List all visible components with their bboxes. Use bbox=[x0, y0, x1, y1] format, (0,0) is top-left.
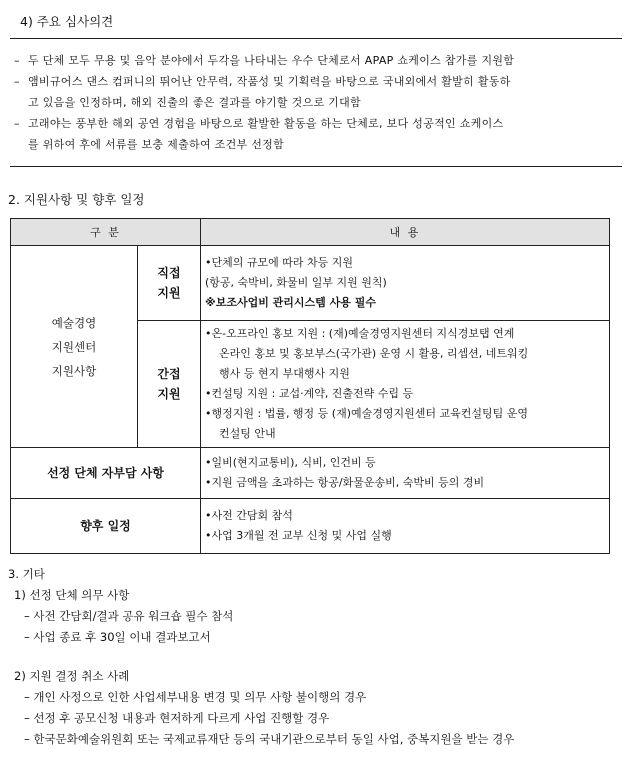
section-title-review: 4) 주요 심사의견 bbox=[20, 14, 114, 29]
content-line: •사전 간담회 참석 bbox=[205, 509, 293, 522]
table-row-schedule bbox=[11, 499, 610, 554]
direct-label: 직접 bbox=[157, 266, 181, 280]
indirect-label-cell bbox=[138, 321, 201, 448]
bullet-line: 두 단체 모두 무용 및 음악 분야에서 두각을 나타내는 우수 단체로서 APAP 쇼케이스 참가를 지원함 bbox=[28, 54, 515, 67]
indirect-label: 간접 bbox=[157, 367, 181, 381]
schedule-content-cell bbox=[201, 499, 610, 554]
divider-bottom bbox=[10, 166, 622, 167]
dash-mark: – bbox=[14, 75, 20, 88]
list-item: – 사전 간담회/결과 공유 워크숍 필수 참석 bbox=[24, 609, 234, 623]
content-line: 행사 등 현지 부대행사 지원 bbox=[219, 367, 350, 380]
subsection-title: 1) 선정 단체 의무 사항 bbox=[14, 588, 130, 602]
indirect-label: 지원 bbox=[157, 387, 181, 401]
review-bullet bbox=[14, 50, 626, 71]
self-pay-content-cell bbox=[201, 448, 610, 499]
direct-label-cell bbox=[138, 246, 201, 321]
review-bullet bbox=[14, 71, 626, 113]
content-line: •지원 금액을 초과하는 항공/화물운송비, 숙박비 등의 경비 bbox=[205, 476, 485, 489]
content-line: •컨설팅 지원 : 교섭·계약, 진출전략 수립 등 bbox=[205, 387, 414, 400]
support-table bbox=[10, 218, 610, 554]
section-title-support: 2. 지원사항 및 향후 일정 bbox=[8, 192, 145, 207]
review-bullet bbox=[14, 113, 626, 155]
list-item: – 사업 종료 후 30일 이내 결과보고서 bbox=[24, 630, 211, 644]
content-line: •일비(현지교통비), 식비, 인건비 등 bbox=[205, 456, 376, 469]
bullet-line: 앰비규어스 댄스 컴퍼니의 뛰어난 안무력, 작품성 및 기획력을 바탕으로 국내외에서 활발히 활동하 bbox=[28, 75, 511, 88]
content-line: 컨설팅 안내 bbox=[219, 427, 276, 440]
table-row-self-pay bbox=[11, 448, 610, 499]
section-etc bbox=[8, 564, 514, 750]
section-title-etc: 3. 기타 bbox=[8, 567, 45, 581]
schedule-label-cell: 향후 일정 bbox=[11, 499, 201, 554]
bullet-line: 고래야는 풍부한 해외 공연 경험을 바탕으로 활발한 활동을 하는 단체로, 보다 성공적인 쇼케이스 bbox=[28, 117, 504, 130]
table-row-direct bbox=[11, 246, 610, 321]
header-category: 구 분 bbox=[11, 219, 201, 246]
direct-content-cell bbox=[201, 246, 610, 321]
dash-mark: – bbox=[14, 54, 20, 67]
content-line: •사업 3개월 전 교부 신청 및 사업 실행 bbox=[205, 529, 392, 542]
subsection-title: 2) 지원 결정 취소 사례 bbox=[14, 669, 130, 683]
table-header-row bbox=[11, 219, 610, 246]
list-item: – 한국문화예술위원회 또는 국제교류재단 등의 국내기관으로부터 동일 사업, 중복지원을 받는 경우 bbox=[24, 732, 515, 746]
dash-mark: – bbox=[14, 117, 20, 130]
content-line: (항공, 숙박비, 화물비 일부 지원 원칙) bbox=[205, 276, 387, 289]
content-line: •행정지원 : 법률, 행정 등 (재)예술경영지원센터 교육컨설팅팀 운영 bbox=[205, 407, 529, 420]
review-bullets bbox=[14, 50, 626, 155]
content-note: ※보조사업비 관리시스템 사용 필수 bbox=[205, 296, 376, 309]
group-label-line: 지원센터 bbox=[51, 339, 97, 354]
content-line: •단체의 규모에 따라 차등 지원 bbox=[205, 256, 353, 269]
content-line: 온라인 홍보 및 홍보부스(국가관) 운영 시 활용, 리셉션, 네트워킹 bbox=[219, 347, 529, 360]
group-label-line: 예술경영 bbox=[51, 315, 97, 330]
self-pay-label-cell: 선정 단체 자부담 사항 bbox=[11, 448, 201, 499]
list-item: – 개인 사정으로 인한 사업세부내용 변경 및 의무 사항 불이행의 경우 bbox=[24, 690, 367, 704]
content-line: •온-오프라인 홍보 지원 : (재)예술경영지원센터 지식경보탭 연계 bbox=[205, 327, 515, 340]
divider-top bbox=[10, 38, 622, 39]
indirect-content-cell bbox=[201, 321, 610, 448]
group-label-line: 지원사항 bbox=[51, 363, 97, 378]
list-item: – 선정 후 공모신청 내용과 현저하게 다르게 사업 진행할 경우 bbox=[24, 711, 330, 725]
direct-label: 지원 bbox=[157, 286, 181, 300]
bullet-line: 고 있음을 인정하며, 해외 진출의 좋은 결과를 야기할 것으로 기대함 bbox=[28, 96, 361, 109]
group-label-cell bbox=[11, 246, 138, 448]
bullet-line: 를 위하여 후에 서류를 보충 제출하여 조건부 선정함 bbox=[28, 138, 285, 151]
header-content: 내 용 bbox=[201, 219, 610, 246]
